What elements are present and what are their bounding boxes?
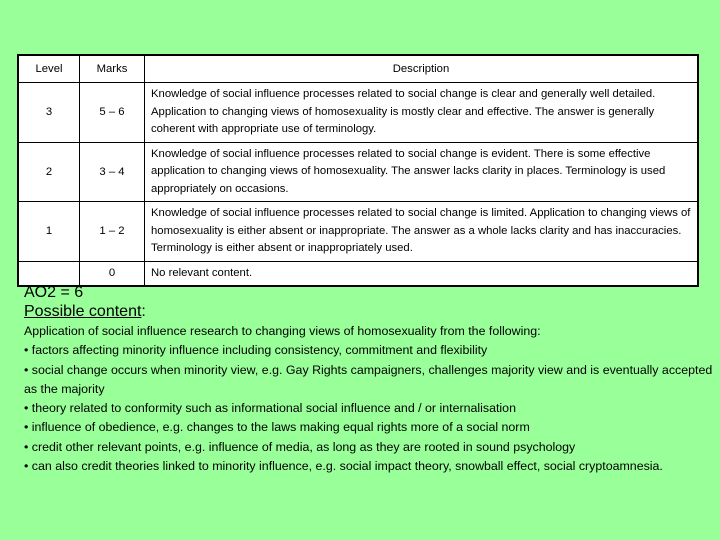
heading-colon: : — [141, 303, 146, 320]
list-item: • can also credit theories linked to minority influence, e.g. social impact theory, snowball effect, social cryptoamnesia. — [24, 459, 663, 474]
header-description: Description — [145, 55, 699, 83]
list-item: • social change occurs when minority view, e.g. Gay Rights campaigners, challenges majority view and is eventually accepted as the majority — [24, 362, 713, 396]
marks-cell: 0 — [80, 261, 145, 286]
content-list — [24, 322, 714, 476]
description-cell: Knowledge of social influence processes related to social change is evident. There is some effective application to changing views of homosexuality. The answer lacks clarity in places. Terminology is used appropriately on occasions. — [145, 142, 699, 202]
intro-text: Application of social influence research to changing views of homosexuality from the following: — [24, 324, 541, 338]
ao2-heading: AO2 = 6 — [24, 284, 84, 301]
mark-scheme-table — [17, 54, 699, 287]
list-item: • influence of obedience, e.g. changes to the laws making equal rights more of a social norm — [24, 420, 530, 435]
description-cell: No relevant content. — [145, 261, 699, 286]
marks-cell: 1 – 2 — [80, 202, 145, 262]
level-cell: 2 — [18, 142, 80, 202]
table-row — [18, 142, 698, 202]
marks-cell: 3 – 4 — [80, 142, 145, 202]
header-level: Level — [18, 55, 80, 83]
table-header-row — [18, 55, 698, 83]
possible-content-section — [24, 283, 714, 476]
description-cell: Knowledge of social influence processes related to social change is clear and generally well detailed. Application to changing views of homosexuality is mostly clear and effective. The answer is generally coherent with appropriate use of terminology. — [145, 83, 699, 143]
possible-content-heading-line — [24, 302, 714, 321]
list-item: • theory related to conformity such as informational social influence and / or internalisation — [24, 401, 516, 416]
list-item: • credit other relevant points, e.g. influence of media, as long as they are rooted in sound psychology — [24, 439, 576, 454]
possible-content-heading: Possible content — [24, 303, 142, 320]
level-cell: 1 — [18, 202, 80, 262]
marks-cell: 5 – 6 — [80, 83, 145, 143]
table-row — [18, 83, 698, 143]
description-cell: Knowledge of social influence processes related to social change is limited. Application to changing views of homosexuality is either absent or inappropriate. The answer as a whole lacks clarity and has inaccuracies. Terminology is either absent or inappropriately used. — [145, 202, 699, 262]
list-item: • factors affecting minority influence including consistency, commitment and flexibility — [24, 343, 488, 358]
level-cell: 3 — [18, 83, 80, 143]
table-row — [18, 202, 698, 262]
header-marks: Marks — [80, 55, 145, 83]
